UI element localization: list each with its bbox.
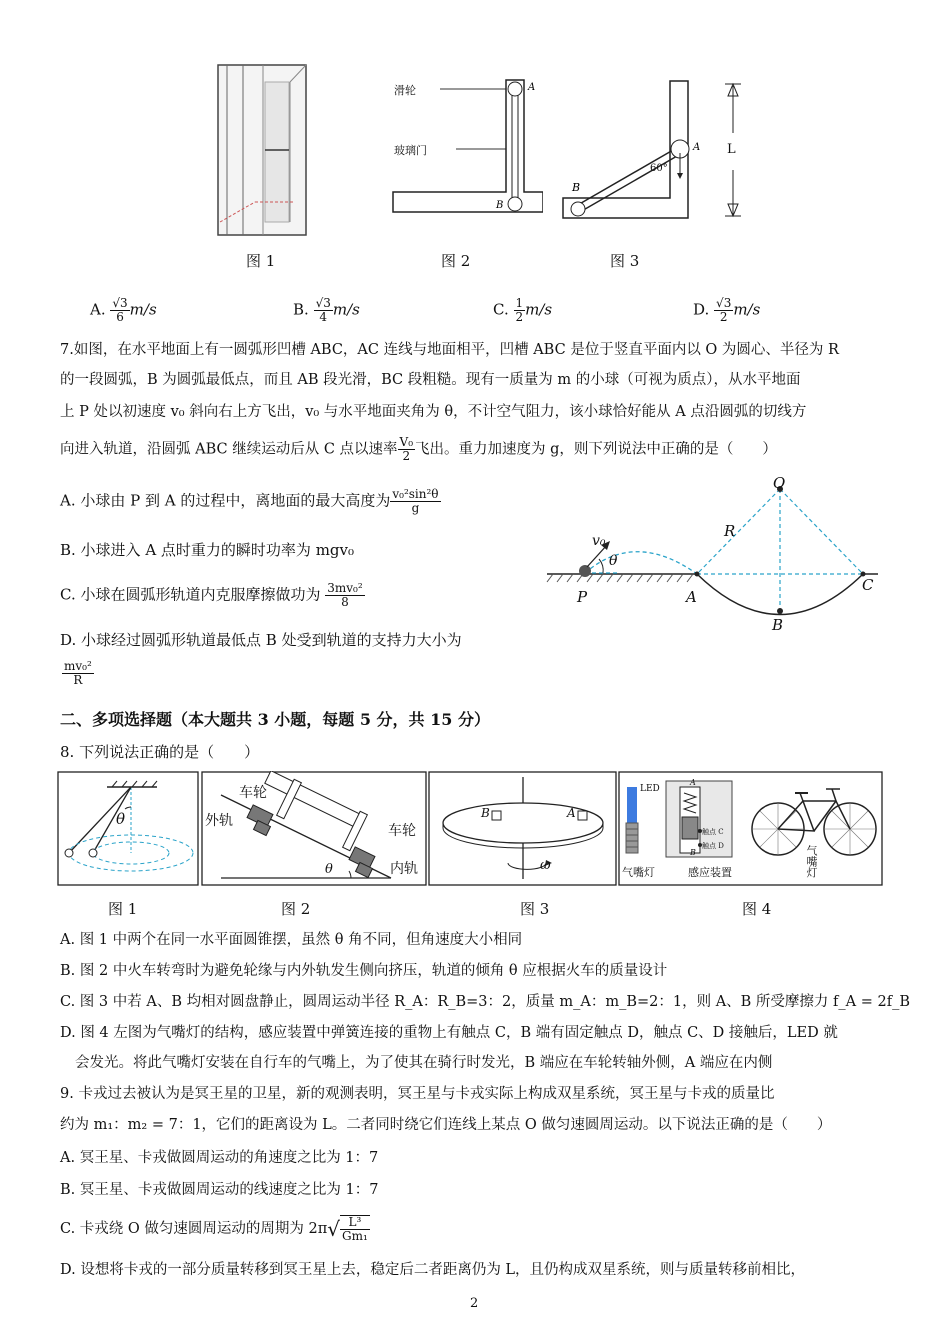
q7-fig-label-theta: θ — [609, 553, 618, 569]
q8-figure-3-rotating-disk — [428, 771, 617, 886]
q7-fig-label-p: P — [577, 588, 588, 606]
q7-fig-label-a: A — [686, 588, 697, 606]
q7-option-d-fraction: $\frac{\text{mv₀²}}{R}$ — [64, 659, 92, 687]
q6-option-b: B. $\frac{√3}{4}$ m/s — [293, 296, 360, 324]
fig3-label-angle: 60° — [650, 163, 668, 174]
q8-fig2-wheel-left: 车轮 — [239, 785, 267, 801]
q7-fig-label-r: R — [724, 522, 736, 540]
q7-option-c: C. 小球在圆弧形轨道内克服摩擦做功为 $\frac{\text{3mv₀²}}{8}$ — [60, 581, 363, 609]
q8-option-d-line-2: 会发光。将此气嘴灯安装在自行车的气嘴上，为了使其在骑行时发光，B 端应在车轮转轴外侧，A 端应在内侧 — [75, 1055, 773, 1071]
fig3-label-l: L — [727, 142, 736, 157]
q9-line-1: 9. 卡戎过去被认为是冥王星的卫星，新的观测表明，冥王星与卡戎实际上构成双星系统，冥王星与卡戎的质量比 — [60, 1086, 775, 1102]
q8-fig3-label-a: A — [567, 806, 576, 820]
q7-fig-label-b: B — [772, 616, 784, 634]
q8-fig3-caption: 图 3 — [520, 900, 550, 918]
q7-fig-label-c: C — [862, 576, 874, 594]
page-number: 2 — [470, 1296, 479, 1311]
q8-fig3-label-b: B — [481, 806, 490, 820]
q7-line-3: 上 P 处以初速度 v₀ 斜向右上方飞出，v₀ 与水平地面夹角为 θ，不计空气阻力，该小球恰好能从 A 点沿圆弧的切线方 — [60, 404, 807, 420]
fig2-label-door: 玻璃门 — [394, 144, 427, 157]
figure-1-glass-door — [215, 62, 310, 238]
q9-option-d: D. 设想将卡戎的一部分质量转移到冥王星上去，稳定后二者距离仍为 L，且仍构成双星系统，则与质量转移前相比， — [60, 1262, 806, 1278]
fig3-point-a: A — [693, 142, 701, 153]
q8-fig4-valve-light-label: 气嘴灯 — [622, 866, 655, 879]
fig2-point-a: A — [528, 82, 536, 93]
q9-option-b: B. 冥王星、卡戎做圆周运动的线速度之比为 1：7 — [60, 1182, 379, 1198]
q7-fig-label-o: O — [773, 474, 786, 492]
q8-stem: 8. 下列说法正确的是（ ） — [60, 743, 260, 761]
q8-option-c: C. 图 3 中若 A、B 均相对圆盘静止，圆周运动半径 R_A：R_B=3：2，质量 m_A：m_B=2：1，则 A、B 所受摩擦力 f_A = 2f_B — [60, 994, 910, 1010]
q8-fig4-caption: 图 4 — [742, 900, 772, 918]
q8-fig4-sensor-label: 感应装置 — [688, 866, 732, 879]
fig2-caption: 图 2 — [441, 252, 471, 270]
fig1-caption: 图 1 — [246, 252, 276, 270]
figure-3-door-slide — [558, 78, 753, 223]
q7-figure-arc-groove — [545, 475, 880, 635]
q7-option-d: D. 小球经过圆弧形轨道最低点 B 处受到轨道的支持力大小为 — [60, 631, 462, 649]
fig2-point-b: B — [496, 200, 504, 211]
q9-option-a: A. 冥王星、卡戎做圆周运动的角速度之比为 1：7 — [60, 1150, 379, 1166]
q8-fig2-outer-rail: 外轨 — [205, 813, 233, 829]
q8-fig2-wheel-right: 车轮 — [388, 823, 416, 839]
q7-line-1: 7.如图，在水平地面上有一圆弧形凹槽 ABC，AC 连线与地面相平，凹槽 ABC 是位于竖直平面内以 O 为圆心、半径为 R — [60, 342, 839, 358]
q7-option-b: B. 小球进入 A 点时重力的瞬时功率为 mgv₀ — [60, 541, 355, 559]
q8-fig3-omega: ω — [540, 858, 551, 873]
q6-option-a: A. $\frac{√3}{6}$ m/s — [90, 296, 157, 324]
q7-line-2: 的一段圆弧，B 为圆弧最低点，而且 AB 段光滑，BC 段粗糙。现有一质量为 m 的小球（可视为质点），从水平地面 — [60, 372, 801, 388]
q8-fig2-inner-rail: 内轨 — [390, 861, 418, 877]
q8-option-b: B. 图 2 中火车转弯时为避免轮缘与内外轨发生侧向挤压，轨道的倾角 θ 应根据火车的质量设计 — [60, 963, 668, 979]
q8-fig2-caption: 图 2 — [281, 900, 311, 918]
q9-option-c: C. 卡戎绕 O 做匀速圆周运动的周期为 2π√ $\frac{\text{L³}}{\text{Gm₁}}$ — [60, 1215, 368, 1243]
q8-option-d-line-1: D. 图 4 左图为气嘴灯的结构，感应装置中弹簧连接的重物上有触点 C，B 端有固定触点 D，触点 C、D 接触后，LED 就 — [60, 1025, 838, 1041]
q7-fig-label-v0: v₀ — [592, 533, 606, 549]
fig2-label-pulley: 滑轮 — [394, 84, 416, 97]
q9-line-2: 约为 m₁：m₂ = 7：1，它们的距离设为 L。二者同时绕它们连线上某点 O 做匀速圆周运动。以下说法正确的是（ ） — [60, 1117, 832, 1133]
q6-option-d: D. $\frac{√3}{2}$ m/s — [693, 296, 761, 324]
q8-fig1-caption: 图 1 — [108, 900, 138, 918]
fig3-point-b: B — [572, 181, 581, 194]
q6-option-c: C. $\frac{1}{2}$ m/s — [493, 296, 553, 324]
q8-figure-1-conical-pendulum — [57, 771, 199, 886]
q8-fig4-bike-valve-label: 气嘴灯 — [805, 845, 818, 878]
q8-fig2-theta: θ — [325, 862, 333, 877]
q8-fig4-end-b: B — [690, 848, 696, 857]
q8-option-a: A. 图 1 中两个在同一水平面圆锥摆，虽然 θ 角不同，但角速度大小相同 — [60, 932, 523, 948]
q8-fig4-led: LED — [640, 784, 660, 794]
q7-line-4: 向进入轨道，沿圆弧 ABC 继续运动后从 C 点以速率 $\frac{\text{V₀}}{2}$ 飞出。重力加速度为 g，则下列说法中正确的是（ ） — [60, 435, 777, 463]
q8-fig4-contact-d: 触点 D — [702, 842, 724, 850]
q8-fig4-contact-c: 触点 C — [702, 828, 724, 836]
q8-fig1-theta: θ — [116, 810, 126, 828]
q7-option-a: A. 小球由 P 到 A 的过程中，离地面的最大高度为 $\frac{\text{v₀²sin²θ}}{g}$ — [60, 487, 439, 515]
q8-fig4-end-a: A — [690, 778, 696, 787]
fig3-caption: 图 3 — [610, 252, 640, 270]
section-2-heading: 二、多项选择题（本大题共 3 小题，每题 5 分，共 15 分） — [60, 710, 490, 729]
